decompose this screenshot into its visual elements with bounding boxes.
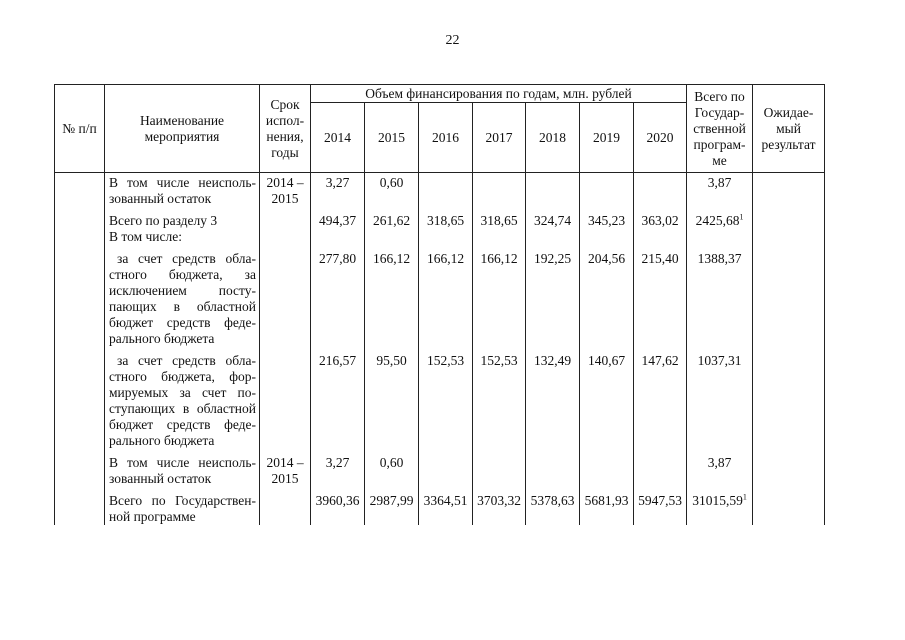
value-cell: 345,23 [580,207,634,229]
row-name [105,487,260,525]
table-body [55,173,825,526]
row-period [260,245,311,347]
table-row [55,245,825,347]
value-cell: 215,40 [634,245,687,347]
header-year: 2018 [526,103,580,173]
row-name-line: ной программе [109,509,196,524]
row-name-line: за счет средств обла- [117,353,256,368]
value-cell [580,173,634,208]
header-funding: Объем финансирования по годам, млн. рублей [311,85,687,103]
table-row [55,229,825,245]
value-cell: 216,57 [311,347,365,449]
total-value: 2425,68 [695,213,740,228]
result-cell [753,229,825,245]
row-period-line: 2015 [271,471,299,486]
value-cell: 3703,32 [473,487,526,525]
value-cell [473,173,526,208]
value-cell: 5378,63 [526,487,580,525]
row-number [55,207,105,229]
value-cell [473,449,526,487]
value-cell [526,229,580,245]
row-name [105,449,260,487]
row-name-line: стного бюджета, за [109,267,256,282]
result-cell [753,245,825,347]
row-name-line: Всего по разделу 3 [109,213,218,228]
value-cell: 192,25 [526,245,580,347]
value-cell [526,173,580,208]
table-row [55,347,825,449]
result-cell [753,449,825,487]
row-name-line: бюджет средств феде- [109,315,256,330]
row-name [105,207,260,229]
row-period [260,173,311,208]
value-cell [526,449,580,487]
value-cell [580,449,634,487]
total-cell [687,207,753,229]
row-name-line: В том числе неисполь- [109,175,256,190]
header-period: Срок испол-нения, годы [260,85,311,173]
value-cell [311,229,365,245]
value-cell: 3,27 [311,449,365,487]
row-name-line: стного бюджета, фор- [109,369,256,384]
row-period-line: 2014 – [266,175,304,190]
row-number [55,229,105,245]
total-value: 3,87 [707,175,732,190]
value-cell [580,229,634,245]
header-year: 2020 [634,103,687,173]
value-cell: 3,27 [311,173,365,208]
value-cell [634,229,687,245]
row-name-line: В том числе неисполь- [109,455,256,470]
value-cell: 261,62 [365,207,419,229]
value-cell: 166,12 [419,245,473,347]
row-name-line: рального бюджета [109,433,215,448]
table-row [55,207,825,229]
value-cell: 95,50 [365,347,419,449]
result-cell [753,487,825,525]
total-value: 3,87 [707,455,732,470]
row-period-line: 2014 – [266,455,304,470]
header-year: 2016 [419,103,473,173]
header-total: Всего по Государ-ственной програм-ме [687,85,753,173]
total-cell [687,173,753,208]
header-year: 2015 [365,103,419,173]
value-cell: 494,37 [311,207,365,229]
value-cell: 363,02 [634,207,687,229]
row-number [55,487,105,525]
row-number [55,245,105,347]
total-value: 1388,37 [697,251,742,266]
row-number [55,173,105,208]
table-row [55,173,825,208]
value-cell: 318,65 [419,207,473,229]
result-cell [753,347,825,449]
header-result: Ожидае-мый результат [753,85,825,173]
funding-table [54,84,825,525]
value-cell: 277,80 [311,245,365,347]
value-cell [419,449,473,487]
total-value: 1037,31 [697,353,742,368]
row-name-line: Всего по Государствен- [109,493,256,508]
value-cell: 2987,99 [365,487,419,525]
value-cell [634,173,687,208]
value-cell: 140,67 [580,347,634,449]
footnote-mark: 1 [739,212,744,222]
value-cell: 3364,51 [419,487,473,525]
value-cell [419,173,473,208]
value-cell: 132,49 [526,347,580,449]
row-name-line: мируемых за счет по- [109,385,256,400]
value-cell: 0,60 [365,449,419,487]
row-name [105,229,260,245]
row-name-line: зованный остаток [109,471,212,486]
row-period [260,487,311,525]
value-cell: 0,60 [365,173,419,208]
row-name-line: ступающих в областной [109,401,256,416]
row-period [260,207,311,229]
value-cell: 318,65 [473,207,526,229]
total-cell [687,229,753,245]
table-row [55,449,825,487]
value-cell [365,229,419,245]
row-name-line: пающих в областной [109,299,256,314]
header-name: Наименование мероприятия [105,85,260,173]
value-cell: 5681,93 [580,487,634,525]
value-cell: 147,62 [634,347,687,449]
value-cell: 152,53 [473,347,526,449]
value-cell: 5947,53 [634,487,687,525]
row-name-line: В том числе: [109,229,182,244]
row-number [55,449,105,487]
row-name [105,245,260,347]
header-number: № п/п [55,85,105,173]
header-year: 2019 [580,103,634,173]
row-name-line: рального бюджета [109,331,215,346]
row-number [55,347,105,449]
row-name [105,173,260,208]
row-period-line: 2015 [271,191,299,206]
value-cell: 166,12 [473,245,526,347]
value-cell: 3960,36 [311,487,365,525]
row-name-line: бюджет средств феде- [109,417,256,432]
total-value: 31015,59 [692,493,743,508]
row-name-line: зованный остаток [109,191,212,206]
value-cell: 324,74 [526,207,580,229]
row-name-line: за счет средств обла- [117,251,256,266]
row-period [260,229,311,245]
value-cell: 152,53 [419,347,473,449]
value-cell: 166,12 [365,245,419,347]
row-name-line: исключением посту- [109,283,256,298]
total-cell [687,347,753,449]
value-cell [473,229,526,245]
header-year: 2014 [311,103,365,173]
result-cell [753,207,825,229]
result-cell [753,173,825,208]
row-period [260,449,311,487]
row-name [105,347,260,449]
table-row [55,487,825,525]
total-cell [687,449,753,487]
footnote-mark: 1 [742,492,747,502]
row-period [260,347,311,449]
total-cell [687,487,753,525]
page-number: 22 [445,33,460,48]
value-cell [419,229,473,245]
total-cell [687,245,753,347]
value-cell [634,449,687,487]
header-year: 2017 [473,103,526,173]
value-cell: 204,56 [580,245,634,347]
